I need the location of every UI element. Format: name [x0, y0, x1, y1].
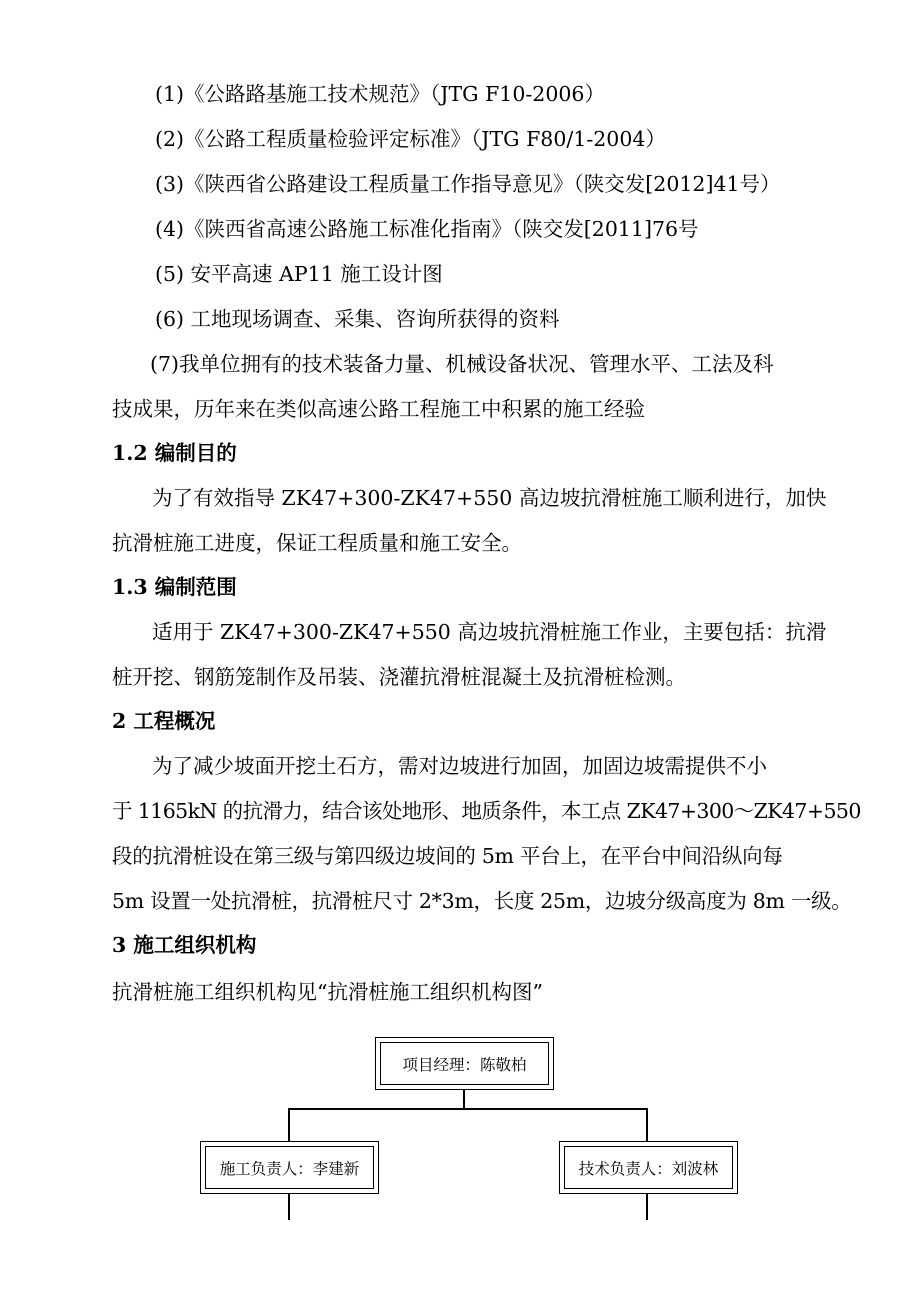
org-connector-right-down	[646, 1108, 648, 1141]
org-box-project-manager-label: 项目经理：陈敬柏	[402, 1055, 527, 1074]
reference-1: (1)《公路路基施工技术规范》（JTG F10-2006）	[155, 82, 605, 106]
reference-6: (6) 工地现场调查、采集、咨询所获得的资料	[155, 307, 560, 331]
paragraph-1-3-line-2: 桩开挖、钢筋笼制作及吊装、浇灌抗滑桩混凝土及抗滑桩检测。	[112, 665, 686, 689]
paragraph-2-line-3: 段的抗滑桩设在第三级与第四级边坡间的 5m 平台上，在平台中间沿纵向每	[112, 844, 783, 868]
reference-5: (5) 安平高速 AP11 施工设计图	[155, 262, 443, 286]
paragraph-2-line-4: 5m 设置一处抗滑桩，抗滑桩尺寸 2*3m，长度 25m，边坡分级高度为 8m 一级。	[112, 889, 852, 913]
org-connector-left-down	[288, 1108, 290, 1141]
org-box-technical-lead-label: 技术负责人：刘波林	[578, 1159, 719, 1178]
paragraph-2-line-2: 于 1165kN 的抗滑力，结合该处地形、地质条件，本工点 ZK47+300～ZK47+550	[112, 799, 861, 823]
paragraph-1-3-line-1: 适用于 ZK47+300-ZK47+550 高边坡抗滑桩施工作业，主要包括：抗滑	[152, 620, 827, 644]
org-chart-intro: 抗滑桩施工组织机构见“抗滑桩施工组织机构图”	[112, 980, 543, 1004]
reference-7-continued: 技成果，历年来在类似高速公路工程施工中积累的施工经验	[112, 397, 645, 421]
heading-2: 2 工程概况	[112, 709, 216, 733]
org-box-construction-lead-label: 施工负责人：李建新	[219, 1159, 360, 1178]
paragraph-2-line-1: 为了减少坡面开挖土石方，需对边坡进行加固，加固边坡需提供不小	[152, 754, 767, 778]
heading-1-2: 1.2 编制目的	[112, 441, 237, 465]
org-connector-manager-down	[463, 1090, 465, 1109]
org-box-technical-lead	[559, 1141, 738, 1194]
heading-1-3: 1.3 编制范围	[112, 575, 237, 599]
reference-4: (4)《陕西省高速公路施工标准化指南》（陕交发[2011]76号	[155, 217, 699, 241]
reference-3: (3)《陕西省公路建设工程质量工作指导意见》（陕交发[2012]41号）	[155, 172, 781, 196]
org-connector-horizontal	[288, 1108, 647, 1110]
paragraph-1-2-line-1: 为了有效指导 ZK47+300-ZK47+550 高边坡抗滑桩施工顺利进行，加快	[152, 486, 827, 510]
org-connector-technical-down	[646, 1194, 648, 1220]
org-connector-construction-down	[288, 1194, 290, 1220]
heading-3: 3 施工组织机构	[112, 933, 257, 957]
reference-7: (7)我单位拥有的技术装备力量、机械设备状况、管理水平、工法及科	[150, 352, 774, 376]
org-box-construction-lead	[200, 1141, 379, 1194]
reference-2: (2)《公路工程质量检验评定标准》（JTG F80/1-2004）	[155, 127, 666, 151]
org-box-project-manager	[375, 1037, 554, 1090]
paragraph-1-2-line-2: 抗滑桩施工进度，保证工程质量和施工安全。	[112, 531, 522, 555]
